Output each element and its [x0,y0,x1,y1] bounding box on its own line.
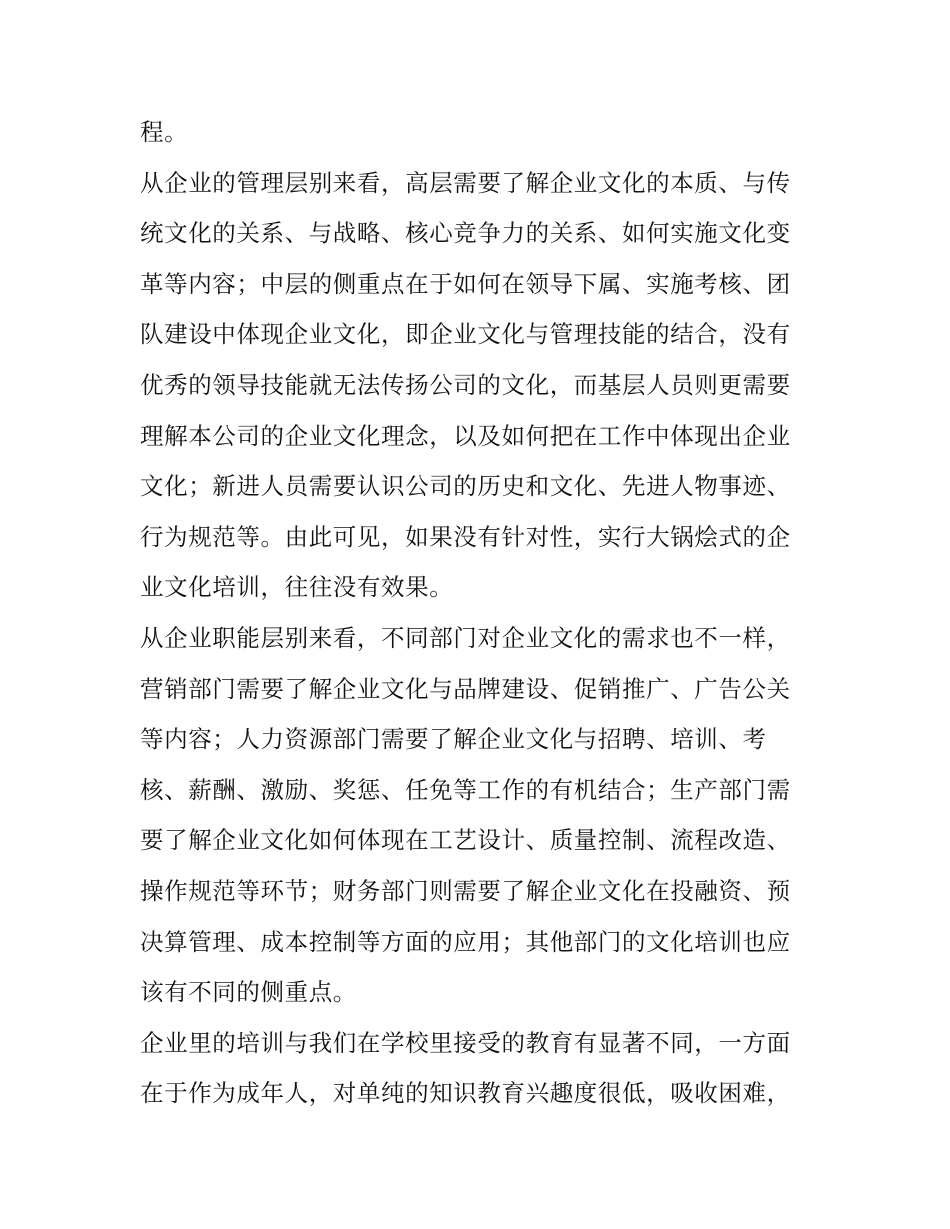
text-line: 优秀的领导技能就无法传扬公司的文化，而基层人员则更需要 [140,370,791,399]
text-line: 要了解企业文化如何体现在工艺设计、质量控制、流程改造、 [140,826,791,855]
text-line: 在于作为成年人，对单纯的知识教育兴趣度很低，吸收困难， [140,1079,791,1108]
text-line: 核、薪酬、激励、奖惩、任免等工作的有机结合；生产部门需 [140,775,791,804]
text-line: 业文化培训，往往没有效果。 [140,573,454,602]
text-line: 程。 [140,118,189,146]
text-line: 队建设中体现企业文化，即企业文化与管理技能的结合，没有 [140,320,791,349]
text-line: 企业里的培训与我们在学校里接受的教育有显著不同，一方面 [140,1028,791,1057]
text-line: 统文化的关系、与战略、核心竞争力的关系、如何实施文化变 [140,219,791,248]
text-line: 理解本公司的企业文化理念，以及如何把在工作中体现出企业 [140,421,791,450]
text-line: 操作规范等环节；财务部门则需要了解企业文化在投融资、预 [140,876,791,905]
text-line: 革等内容；中层的侧重点在于如何在领导下属、实施考核、团 [140,269,791,298]
body-text [140,107,820,1119]
text-line: 等内容；人力资源部门需要了解企业文化与招聘、培训、考 [140,725,767,754]
text-line: 该有不同的侧重点。 [140,978,357,1007]
text-line: 营销部门需要了解企业文化与品牌建设、促销推广、广告公关 [140,674,791,703]
text-line: 文化；新进人员需要认识公司的历史和文化、先进人物事迹、 [140,472,791,501]
text-line: 从企业的管理层别来看，高层需要了解企业文化的本质、与传 [140,168,791,197]
text-line: 行为规范等。由此可见，如果没有针对性，实行大锅烩式的企 [140,522,791,551]
text-line: 从企业职能层别来看，不同部门对企业文化的需求也不一样， [140,623,791,652]
text-line: 决算管理、成本控制等方面的应用；其他部门的文化培训也应 [140,927,791,956]
